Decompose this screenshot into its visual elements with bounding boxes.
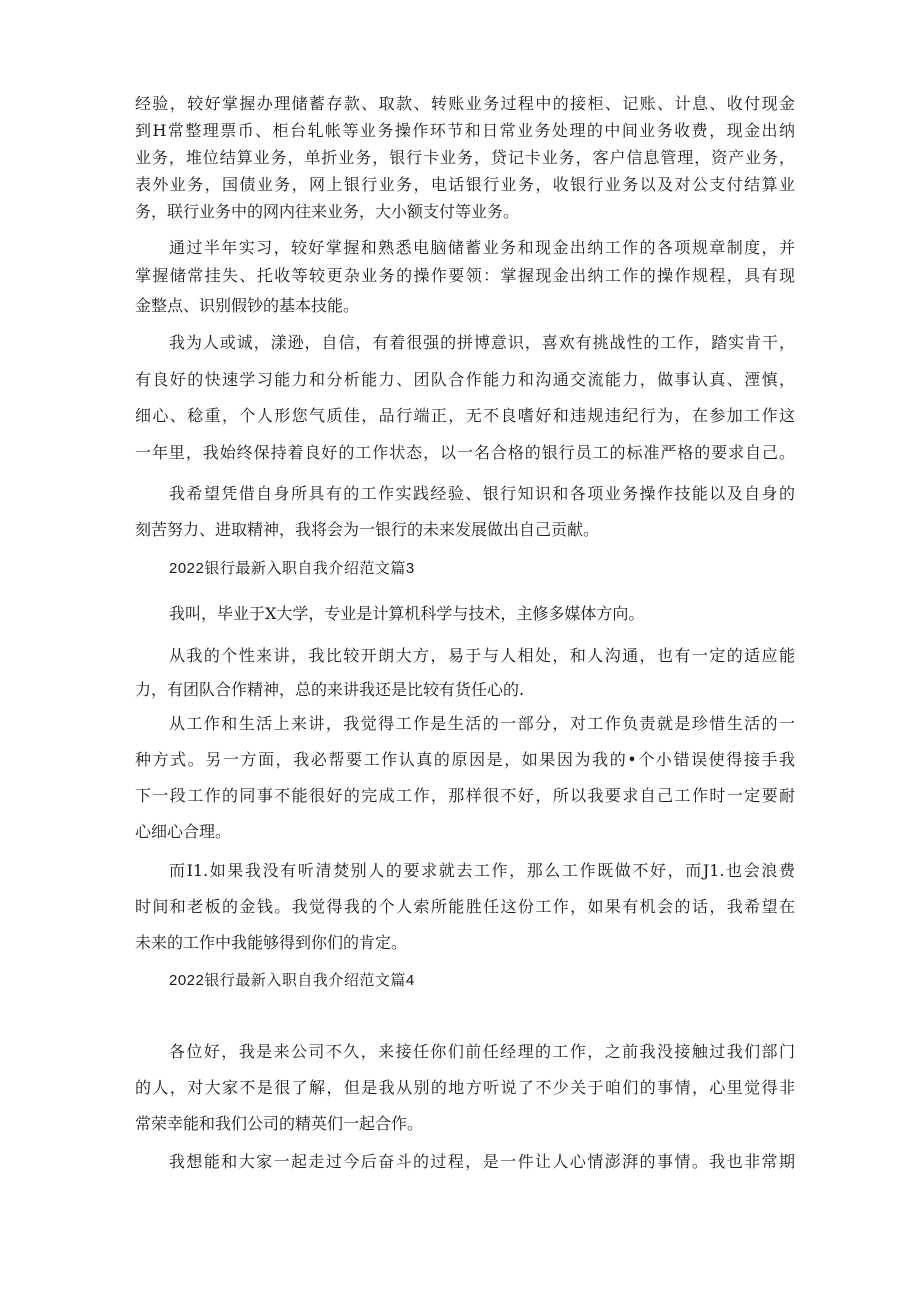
paragraph-line: 各位好，我是来公司不久，来接任你们前任经理的工作，之前我没接触过我们部门 [169,1042,795,1061]
paragraph-line: 的人，对大家不是很了解，但是我从别的地方听说了不少关于咱们的事情，心里觉得非 [135,1078,795,1097]
paragraph-line: 我叫，毕业于X大学，专业是计算机科学与技术，主修多媒体方向。 [169,604,645,623]
paragraph-line: 到H常整理票币、柜台轧帐等业务操作环节和日常业务处理的中间业务收费，现金出纳 [135,121,795,140]
paragraph-line: 刻苦努力、进取精神，我将会为一银行的未来发展做出自己贡献。 [135,520,600,539]
section-heading: 2022银行最新入职自我介绍范文篇4 [169,972,415,989]
paragraph-line: 常荣幸能和我们公司的精英们一起合作。 [135,1114,424,1133]
paragraph-line: 表外业务，国债业务，网上银行业务，电话银行业务，收银行业务以及对公支付结算业 [135,175,795,194]
paragraph-line: 未来的工作中我能够得到你们的肯定。 [135,933,408,952]
paragraph-line: 通过半年实习，较好掌握和熟悉电脑储蓄业务和现金出纳工作的各项规章制度，并 [169,238,795,257]
paragraph-line: 我想能和大家一起走过今后奋斗的过程，是一件让人心情澎湃的事情。我也非常期 [169,1152,795,1171]
paragraph-line: 我为人或诚，漾逊，自信，有着很强的拼博意识，喜欢有挑战性的工作，踏实肯干， [169,333,795,352]
paragraph-line: 掌握储常挂失、托收等较更杂业务的操作要领：掌握现金出纳工作的操作规程，具有现 [135,266,795,285]
paragraph-line: 经验，较好掌握办理储蓄存款、取款、转账业务过程中的接柜、记账、计息、收付现金 [135,94,795,113]
paragraph-line: 我希望凭借自身所具有的工作实践经验、银行知识和各项业务操作技能以及自身的 [169,484,795,503]
paragraph-line: 下一段工作的同事不能很好的完成工作，那样很不好，所以我要求自己工作时一定要耐 [135,786,795,805]
paragraph-line: 一年里，我始终保持着良好的工作状态，以一名合格的银行员工的标准严格的要求自己。 [135,443,795,462]
paragraph-line: 心细心合理。 [135,822,232,841]
paragraph-line: 金整点、识别假钞的基本技能。 [135,296,360,315]
paragraph-line: 务，联行业务中的网内往来业务，大小额支付等业务。 [135,202,520,221]
paragraph-line: 细心、稔重，个人形您气质佳，品行端正，无不良嗜好和违规违纪行为，在参加工作这 [135,406,795,425]
paragraph-line: 业务，堆位结算业务，单折业务，银行卡业务，贷记卡业务，客户信息管理，资产业务， [135,148,795,167]
paragraph-line: 从工作和生活上来讲，我觉得工作是生活的一部分，对工作负责就是珍惜生活的一 [169,714,795,733]
paragraph-line: 而I1.如果我没有听清焚别人的要求就去工作，那么工作既做不好，而J1.也会浪费 [169,861,795,880]
paragraph-line: 从我的个性来讲，我比较开朗大方，易于与人相处，和人沟通，也有一定的适应能 [169,646,795,665]
paragraph-line: 时间和老板的金钱。我觉得我的个人索所能胜任这份工作，如果有机会的话，我希望在 [135,897,795,916]
section-heading: 2022银行最新入职自我介绍范文篇3 [169,560,415,577]
paragraph-line: 力，有团队合作精神，总的来讲我还是比较有货任心的. [135,680,525,699]
paragraph-line: 种方式。另一方面，我必帮要工作认真的原因是，如果因为我的•个小错误使得接手我 [135,750,795,769]
paragraph-line: 有良好的快速学习能力和分析能力、团队合作能力和沟通交流能力，做事认真、湮慎， [135,370,795,389]
